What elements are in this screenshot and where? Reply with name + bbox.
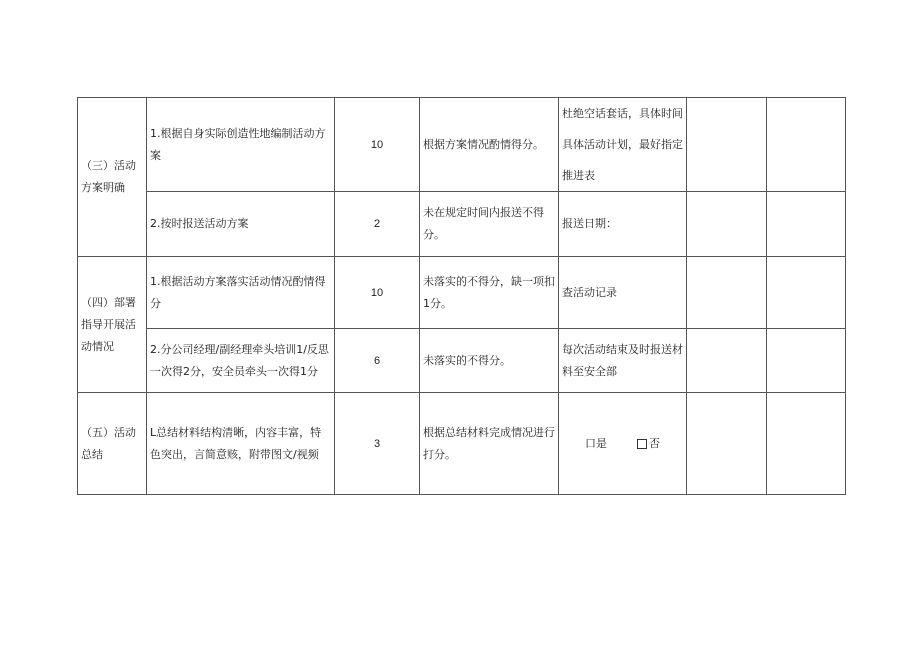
content-cell bbox=[147, 192, 335, 257]
remark-text: 报送日期： bbox=[562, 217, 617, 230]
standard-text: 根据总结材料完成情况进行打分。 bbox=[423, 425, 555, 461]
content-cell bbox=[147, 98, 335, 192]
table-row bbox=[78, 393, 846, 495]
category-cell bbox=[78, 98, 147, 257]
checkbox-icon[interactable] bbox=[637, 439, 647, 449]
standard-cell bbox=[420, 257, 559, 329]
empty-cell bbox=[687, 329, 767, 393]
standard-cell bbox=[420, 98, 559, 192]
table-row bbox=[78, 98, 846, 192]
content-cell bbox=[147, 257, 335, 329]
remark-cell bbox=[559, 393, 687, 495]
standard-cell bbox=[420, 393, 559, 495]
content-cell bbox=[147, 393, 335, 495]
content-cell bbox=[147, 329, 335, 393]
empty-cell bbox=[687, 257, 767, 329]
standard-text: 未在规定时间内报送不得分。 bbox=[423, 206, 544, 241]
standard-cell bbox=[420, 329, 559, 393]
content-text: 2.按时报送活动方案 bbox=[150, 217, 249, 230]
remark-text: 查活动记录 bbox=[562, 285, 617, 299]
score-cell bbox=[335, 192, 420, 257]
empty-cell bbox=[687, 98, 767, 192]
standard-text: 根据方案情况酌情得分。 bbox=[423, 137, 544, 151]
empty-cell bbox=[687, 393, 767, 495]
score-cell bbox=[335, 393, 420, 495]
empty-cell bbox=[767, 98, 846, 192]
score-value: 10 bbox=[370, 138, 384, 151]
empty-cell bbox=[767, 192, 846, 257]
remark-cell bbox=[559, 192, 687, 257]
remark-cell bbox=[559, 329, 687, 393]
score-cell bbox=[335, 329, 420, 393]
yes-label: 口是 bbox=[585, 436, 607, 450]
score-value: 6 bbox=[373, 354, 381, 367]
remark-cell bbox=[559, 98, 687, 192]
table-row bbox=[78, 192, 846, 257]
yes-option[interactable] bbox=[585, 433, 607, 455]
score-cell bbox=[335, 257, 420, 329]
empty-cell bbox=[767, 329, 846, 393]
category-cell bbox=[78, 393, 147, 495]
empty-cell bbox=[767, 393, 846, 495]
standard-text: 未落实的不得分，缺一项扣1分。 bbox=[423, 274, 555, 310]
table-row bbox=[78, 257, 846, 329]
yes-no-options bbox=[562, 433, 683, 455]
category-label: （四）部署指导开展活动情况 bbox=[81, 295, 136, 353]
content-text: 1.根据自身实际创造性地编制活动方案 bbox=[150, 126, 326, 162]
empty-cell bbox=[687, 192, 767, 257]
content-text: 1.根据活动方案落实活动情况酌情得分 bbox=[150, 274, 326, 310]
content-text: 2.分公司经理/副经理牵头培训1/反思一次得2分，安全员牵头一次得1分 bbox=[150, 342, 329, 378]
category-label: （三）活动方案明确 bbox=[81, 159, 136, 194]
score-value: 2 bbox=[373, 218, 381, 230]
category-cell bbox=[78, 257, 147, 393]
remark-cell bbox=[559, 257, 687, 329]
content-text: L总结材料结构清晰，内容丰富，特色突出，言简意赅，附带图文/视频 bbox=[150, 425, 322, 461]
score-value: 10 bbox=[370, 286, 384, 299]
standard-text: 未落实的不得分。 bbox=[423, 353, 511, 367]
standard-cell bbox=[420, 192, 559, 257]
score-cell bbox=[335, 98, 420, 192]
no-option[interactable] bbox=[637, 433, 660, 455]
empty-cell bbox=[767, 257, 846, 329]
table-row bbox=[78, 329, 846, 393]
remark-text: 杜绝空话套话，具体时间具体活动计划，最好指定推进表 bbox=[562, 107, 683, 182]
evaluation-table bbox=[77, 97, 846, 495]
category-label: （五）活动总结 bbox=[81, 425, 136, 461]
score-value: 3 bbox=[373, 437, 381, 450]
no-label: 否 bbox=[649, 436, 660, 450]
remark-text: 每次活动结束及时报送材料至安全部 bbox=[562, 342, 683, 378]
